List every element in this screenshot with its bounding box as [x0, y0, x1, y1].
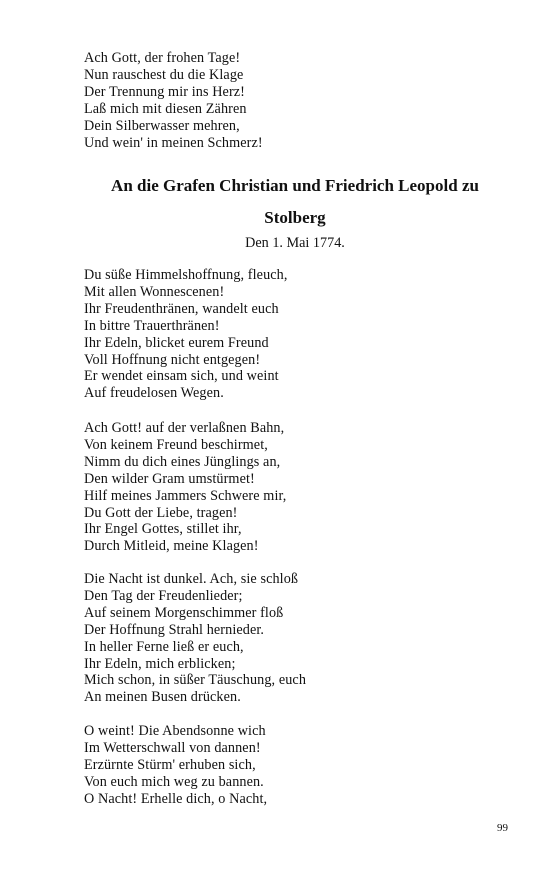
- poem-line: Ach Gott! auf der verlaßnen Bahn,: [84, 420, 285, 436]
- poem-line: Mich schon, in süßer Täuschung, euch: [84, 672, 307, 689]
- stanza-4: [84, 723, 267, 808]
- poem-line: Ihr Edeln, mich erblicken;: [84, 655, 236, 672]
- poem-line: Du Gott der Liebe, tragen!: [84, 504, 238, 521]
- poem-line: Mit allen Wonnescenen!: [84, 283, 225, 300]
- poem-line: Und wein' in meinen Schmerz!: [84, 134, 263, 151]
- poem-line: Ach Gott, der frohen Tage!: [84, 50, 241, 66]
- poem-line: Laß mich mit diesen Zähren: [84, 100, 247, 117]
- stanza-3: [84, 571, 306, 706]
- poem-line: Erzürnte Stürm' erhuben sich,: [84, 756, 256, 773]
- poem-line: Auf seinem Morgenschimmer floß: [84, 604, 284, 621]
- poem-line: Durch Mitleid, meine Klagen!: [84, 538, 259, 555]
- poem-line: Nimm du dich eines Jünglings an,: [84, 453, 281, 470]
- poem-line: Den Tag der Freudenlieder;: [84, 587, 243, 604]
- poem-line: Den wilder Gram umstürmet!: [84, 470, 255, 487]
- poem-line: Du süße Himmelshoffnung, fleuch,: [84, 267, 288, 283]
- poem-line: An meinen Busen drücken.: [84, 689, 241, 706]
- stanza-1: [84, 267, 288, 402]
- poem-line: Dein Silberwasser mehren,: [84, 117, 240, 134]
- poem-line: In bittre Trauerthränen!: [84, 317, 220, 334]
- poem-line: Der Hoffnung Strahl hernieder.: [84, 621, 265, 638]
- poem-line: Hilf meines Jammers Schwere mir,: [84, 487, 287, 504]
- stanza-previous-poem-end: [84, 50, 263, 151]
- stanza-2: [84, 420, 286, 555]
- poem-line: Im Wetterschwall von dannen!: [84, 739, 261, 756]
- poem-line: Von keinem Freund beschirmet,: [84, 436, 268, 453]
- poem-line: Er wendet einsam sich, und weint: [84, 368, 279, 385]
- poem-line: Ihr Engel Gottes, stillet ihr,: [84, 521, 242, 538]
- page-number: 99: [497, 822, 508, 834]
- poem-line: Ihr Edeln, blicket eurem Freund: [84, 334, 269, 351]
- poem-title-line-2: Stolberg: [264, 208, 326, 227]
- poem-date: Den 1. Mai 1774.: [245, 235, 345, 251]
- poem-line: Voll Hoffnung nicht entgegen!: [84, 351, 261, 368]
- poem-title-line-1: An die Grafen Christian und Friedrich Leopold zu: [111, 176, 479, 195]
- poem-line: Nun rauschest du die Klage: [84, 66, 244, 83]
- poem-line: O weint! Die Abendsonne wich: [84, 723, 266, 739]
- poem-line: Der Trennung mir ins Herz!: [84, 83, 246, 100]
- poem-line: Auf freudelosen Wegen.: [84, 385, 224, 402]
- poem-line: Von euch mich weg zu bannen.: [84, 773, 264, 790]
- poem-line: O Nacht! Erhelle dich, o Nacht,: [84, 790, 268, 807]
- poem-line: Die Nacht ist dunkel. Ach, sie schloß: [84, 571, 299, 587]
- poem-line: In heller Ferne ließ er euch,: [84, 638, 244, 655]
- poem-line: Ihr Freudenthränen, wandelt euch: [84, 300, 279, 317]
